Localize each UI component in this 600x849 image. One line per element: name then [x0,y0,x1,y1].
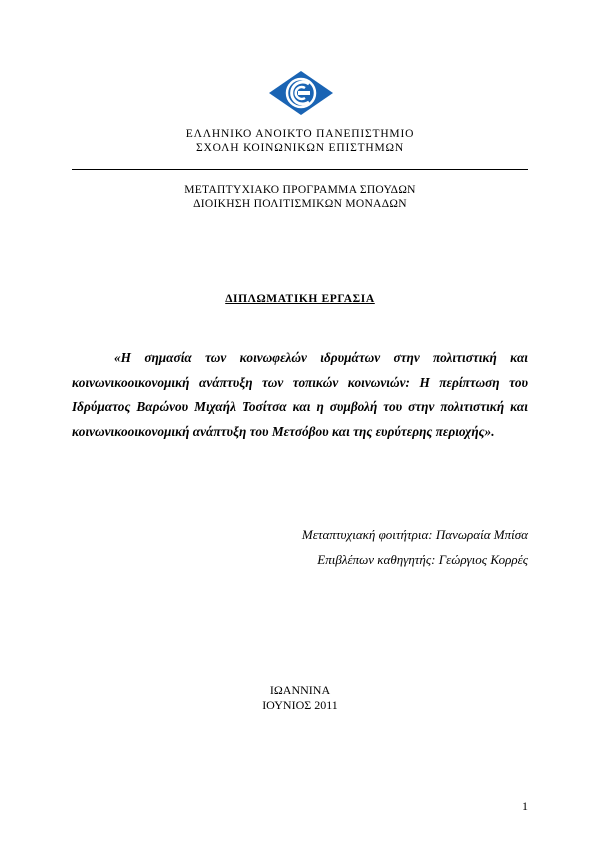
student-credit: Μεταπτυχιακή φοιτήτρια: Πανωραία Μπίσα [301,527,528,542]
school-name: ΣΧΟΛΗ ΚΟΙΝΩΝΙΚΩΝ ΕΠΙΣΤΗΜΩΝ [196,142,404,154]
program-subtitle: ΔΙΟΙΚΗΣΗ ΠΟΛΙΤΙΣΜΙΚΩΝ ΜΟΝΑΔΩΝ [193,198,407,210]
thesis-label: ΔΙΠΛΩΜΑΤΙΚΗ ΕΡΓΑΣΙΑ [225,293,375,305]
thesis-title: «Η σημασία των κοινωφελών ιδρυμάτων στην πολιτιστική και κοινωνικοοικονομική ανάπτυξη των τοπικών κοινωνιών: Η περίπτωση του Ιδρύματος Βαρώνου Μιχαήλ Τοσίτσα και η συμβολή του στην πολιτιστική και κοινωνικοοικονομική ανάπτυξη του Μετσόβου και της ευρύτερης περιοχής». [72,350,528,439]
city: ΙΩΑΝΝΙΝΑ [269,683,331,697]
supervisor-credit: Επιβλέπων καθηγητής: Γεώργιος Κορρές [317,552,528,567]
university-emblem-icon [268,70,334,116]
program-title: ΜΕΤΑΠΤΥΧΙΑΚΟ ΠΡΟΓΡΑΜΜΑ ΣΠΟΥΔΩΝ [184,184,416,196]
date: ΙΟΥΝΙΟΣ 2011 [262,698,338,712]
university-name: ΕΛΛΗΝΙΚΟ ΑΝΟΙΚΤΟ ΠΑΝΕΠΙΣΤΗΜΙΟ [185,128,415,140]
page-number: 1 [522,799,528,813]
header-divider [72,169,528,170]
